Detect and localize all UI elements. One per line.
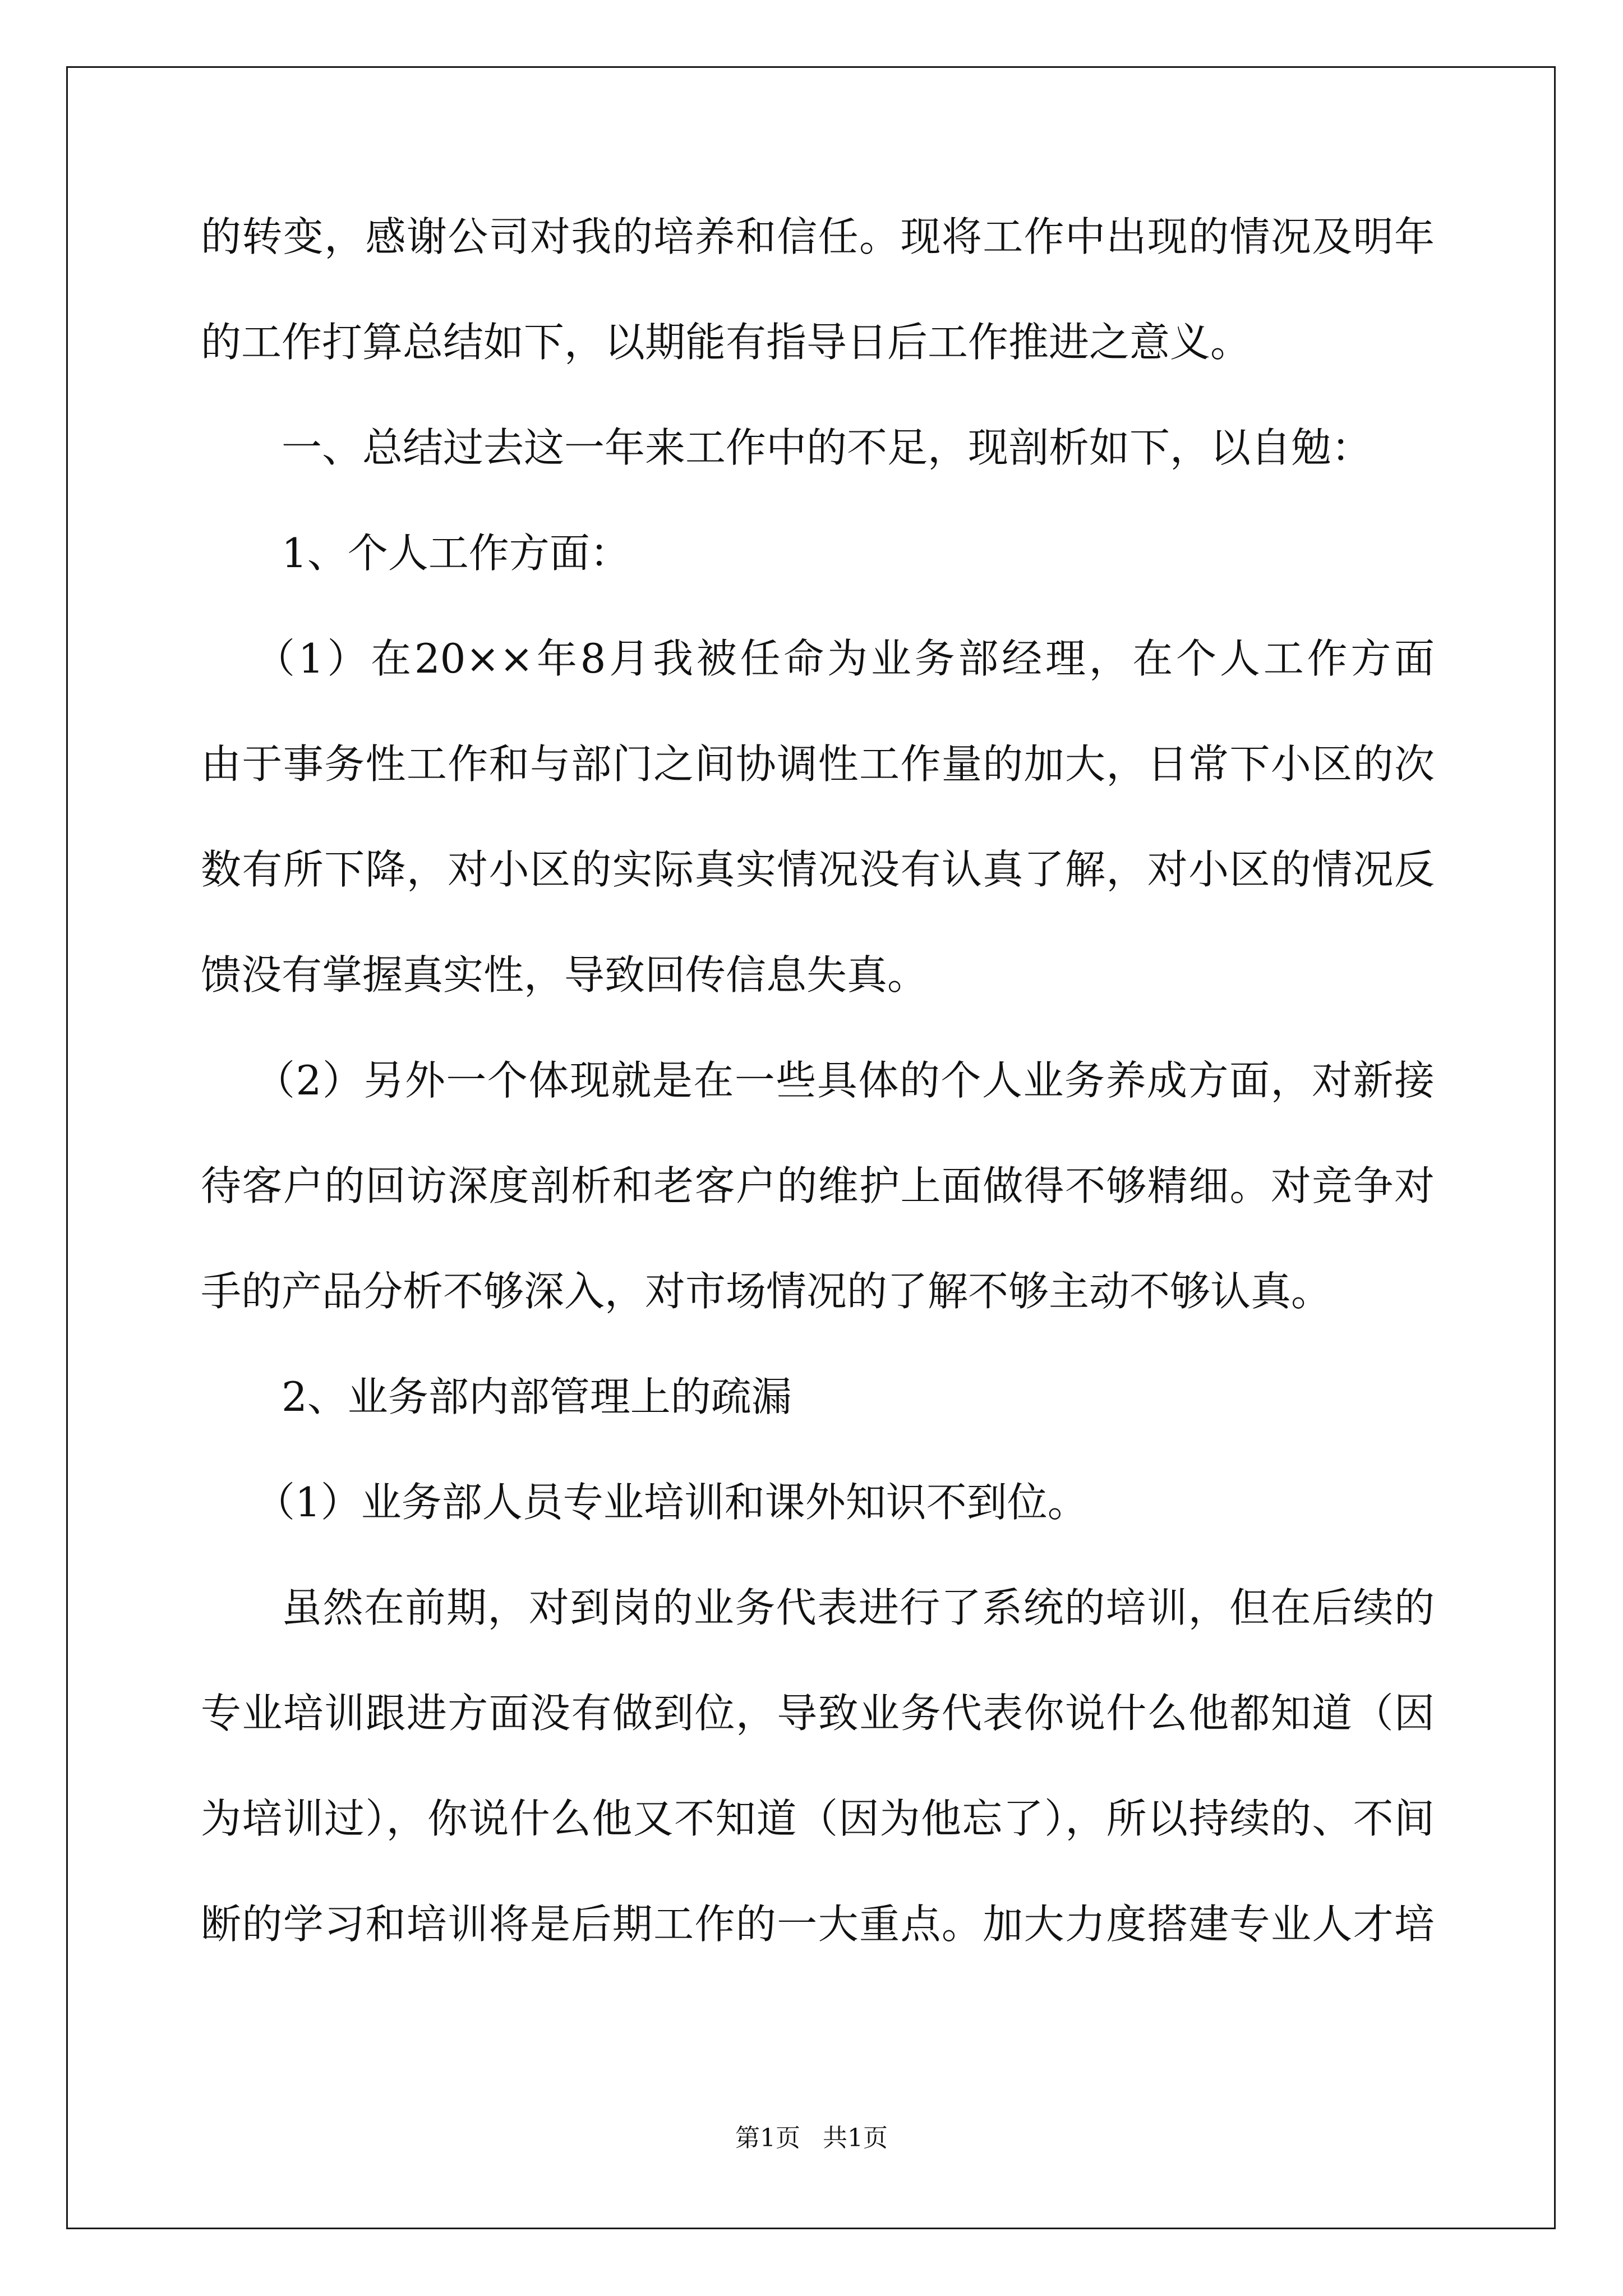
page-footer [0, 2118, 1623, 2154]
body-line: 待客户的回访深度剖析和老客户的维护上面做得不够精细。对竞争对 [201, 1162, 1435, 1209]
subsection-heading: 1、个人工作方面： [282, 530, 630, 577]
body-line: 手的产品分析不够深入，对市场情况的了解不够主动不够认真。 [201, 1268, 1332, 1315]
body-line: （1）业务部人员专业培训和课外知识不到位。 [255, 1479, 1088, 1526]
body-line: 数有所下降，对小区的实际真实情况没有认真了解，对小区的情况反 [201, 846, 1435, 893]
body-line: 由于事务性工作和与部门之间协调性工作量的加大，日常下小区的次 [201, 740, 1435, 788]
body-line: （2）另外一个体现就是在一些具体的个人业务养成方面，对新接 [255, 1057, 1435, 1104]
body-line: 的转变，感谢公司对我的培养和信任。现将工作中出现的情况及明年 [201, 213, 1435, 260]
body-line: （1）在20××年8月我被任命为业务部经理，在个人工作方面 [255, 635, 1435, 682]
body-line: 馈没有掌握真实性，导致回传信息失真。 [201, 951, 928, 999]
page-number: 第1页 [735, 2124, 800, 2152]
body-line: 为培训过），你说什么他又不知道（因为他忘了），所以持续的、不间 [201, 1795, 1435, 1842]
body-line: 断的学习和培训将是后期工作的一大重点。加大力度搭建专业人才培 [201, 1901, 1435, 1948]
body-line: 专业培训跟进方面没有做到位，导致业务代表你说什么他都知道（因 [201, 1690, 1435, 1737]
section-heading: 一、总结过去这一年来工作中的不足，现剖析如下，以自勉： [282, 424, 1372, 471]
body-line: 虽然在前期，对到岗的业务代表进行了系统的培训，但在后续的 [282, 1584, 1435, 1631]
subsection-heading: 2、业务部内部管理上的疏漏 [282, 1373, 792, 1420]
page-count: 共1页 [823, 2124, 888, 2152]
body-line: 的工作打算总结如下，以期能有指导日后工作推进之意义。 [201, 319, 1251, 366]
